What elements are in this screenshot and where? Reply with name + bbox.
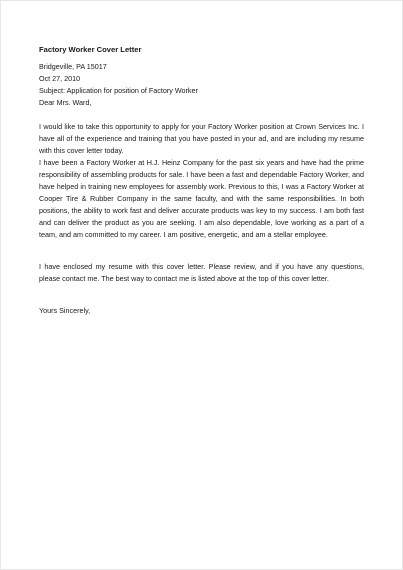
sender-location: Bridgeville, PA 15017: [39, 62, 107, 71]
letter-subject: Subject: Application for position of Factory Worker: [39, 86, 198, 95]
body-paragraph-experience: I have been a Factory Worker at H.J. Heinz Company for the past six years and have had the prime responsibility of assembling products for sale. I have been a fast and dependable Factory Worker, and have helped in training new employees for assembly work. Previous to this, I was a Factory Worker at Cooper Tire & Rubber Company in the same faculty, and with the same responsibilities. In both positions, the ability to work fast and deliver accurate products was key to my success. I am both fast and can deliver the product as you are seeking. I am also dependable, love working as a part of a team, and am committed to my career. I am positive, energetic, and am a stellar employee.: [39, 158, 364, 239]
letter-date: Oct 27, 2010: [39, 74, 81, 83]
spacer: [39, 241, 364, 261]
body-paragraph-closing: I have enclosed my resume with this cover letter. Please review, and if you have any questions, please contact me. The best way to contact me is listed above at the top of this cover letter.: [39, 262, 364, 283]
closing-signoff: Yours Sincerely,: [39, 306, 91, 315]
salutation: Dear Mrs. Ward,: [39, 98, 92, 107]
spacer: [39, 285, 364, 305]
letter-title: Factory Worker Cover Letter: [39, 45, 142, 54]
body-paragraph-intro: I would like to take this opportunity to apply for your Factory Worker position at Crown Services Inc. I have all of the experience and training that you have posted in your ad, and are including my resume with this cover letter today.: [39, 122, 364, 155]
spacer: [39, 109, 364, 121]
